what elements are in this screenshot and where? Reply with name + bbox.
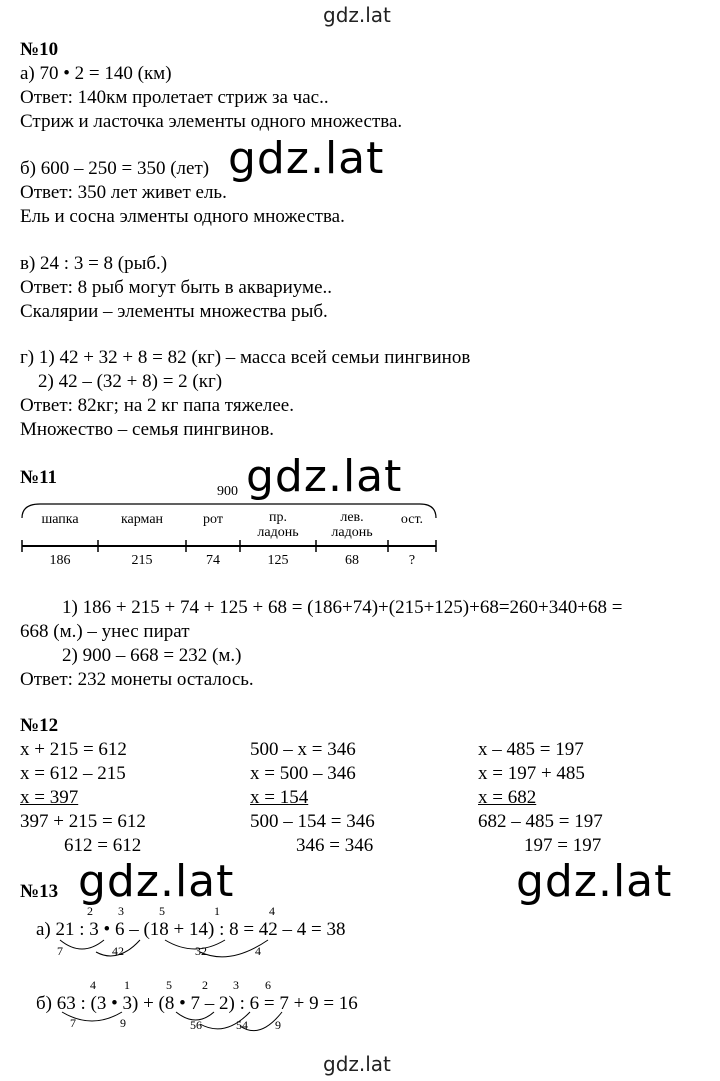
task-10-line: Ответ: 8 рыб могут быть в аквариуме.. bbox=[20, 277, 333, 298]
intermediate-result: 42 bbox=[112, 944, 124, 958]
equation-line: x + 215 = 612 bbox=[20, 739, 127, 760]
task-10-line: а) 70 • 2 = 140 (км) bbox=[20, 63, 172, 84]
order-number: 4 bbox=[269, 904, 275, 918]
task-10-line: в) 24 : 3 = 8 (рыб.) bbox=[20, 253, 168, 274]
order-number: 2 bbox=[87, 904, 93, 918]
order-number: 6 bbox=[265, 978, 271, 992]
order-number: 1 bbox=[124, 978, 130, 992]
intermediate-result: 7 bbox=[70, 1016, 76, 1030]
order-number: 1 bbox=[214, 904, 220, 918]
equation-line: x – 485 = 197 bbox=[478, 739, 584, 760]
task-10-line: Множество – семья пингвинов. bbox=[20, 419, 275, 440]
intermediate-result: 9 bbox=[120, 1016, 126, 1030]
segment-label: шапка bbox=[41, 512, 79, 527]
segment-value: 125 bbox=[267, 553, 289, 568]
watermark-top: gdz.lat bbox=[323, 3, 391, 27]
watermark-logo: gdz.lat bbox=[228, 133, 385, 184]
intermediate-result: 32 bbox=[195, 944, 207, 958]
equation-line: x = 197 + 485 bbox=[478, 763, 585, 784]
watermark-bottom: gdz.lat bbox=[323, 1052, 391, 1076]
equation-check: 197 = 197 bbox=[524, 835, 602, 856]
task-12-title: №12 bbox=[20, 715, 59, 736]
task-11-line: 2) 900 – 668 = 232 (м.) bbox=[62, 645, 242, 666]
expression-a: а) 21 : 3 • 6 – (18 + 14) : 8 = 42 – 4 = 38 bbox=[36, 919, 346, 940]
task-11-line: 1) 186 + 215 + 74 + 125 + 68 = (186+74)+(215+125)+68=260+340+68 = bbox=[62, 597, 623, 618]
equation-check: 346 = 346 bbox=[296, 835, 374, 856]
task-10-line: г) 1) 42 + 32 + 8 = 82 (кг) – масса всей семьи пингвинов bbox=[20, 347, 471, 368]
order-number: 3 bbox=[233, 978, 239, 992]
task-13-title: №13 bbox=[20, 881, 59, 902]
task-10-line: 2) 42 – (32 + 8) = 2 (кг) bbox=[38, 371, 223, 392]
equation-answer: x = 397 bbox=[20, 787, 79, 808]
equation-answer: x = 682 bbox=[478, 787, 537, 808]
task-11-line: Ответ: 232 монеты осталось. bbox=[20, 669, 254, 690]
intermediate-result: 9 bbox=[275, 1018, 281, 1032]
segment-label: ост. bbox=[400, 512, 424, 527]
task-10-title: №10 bbox=[20, 39, 59, 60]
segment-value: 74 bbox=[206, 553, 220, 568]
order-number: 5 bbox=[166, 978, 172, 992]
segment-value: 186 bbox=[49, 553, 71, 568]
diagram-total: 900 bbox=[217, 484, 238, 499]
order-number: 2 bbox=[202, 978, 208, 992]
equation-check: 612 = 612 bbox=[64, 835, 142, 856]
order-number: 4 bbox=[90, 978, 96, 992]
watermark-logo: gdz.lat bbox=[78, 856, 235, 907]
equation-answer: x = 154 bbox=[250, 787, 309, 808]
task-11-line: 668 (м.) – унес пират bbox=[20, 621, 190, 642]
task-10-line: Скалярии – элементы множества рыб. bbox=[20, 301, 328, 322]
equation-check: 397 + 215 = 612 bbox=[20, 811, 146, 832]
equation-line: x = 612 – 215 bbox=[20, 763, 126, 784]
segment-label: лев. ладонь bbox=[331, 510, 373, 540]
task-10-line: Стриж и ласточка элементы одного множества. bbox=[20, 111, 403, 132]
segment-label: рот bbox=[203, 512, 223, 527]
task-10-line: б) 600 – 250 = 350 (лет) bbox=[20, 158, 210, 179]
watermark-logo: gdz.lat bbox=[516, 856, 673, 907]
segment-value: 68 bbox=[345, 553, 359, 568]
equation-check: 682 – 485 = 197 bbox=[478, 811, 603, 832]
task-10-line: Ответ: 82кг; на 2 кг папа тяжелее. bbox=[20, 395, 294, 416]
equation-line: x = 500 – 346 bbox=[250, 763, 356, 784]
segment-label: карман bbox=[120, 512, 164, 527]
intermediate-result: 54 bbox=[236, 1018, 248, 1032]
watermark-logo: gdz.lat bbox=[246, 451, 403, 502]
task-11-title: №11 bbox=[20, 467, 58, 488]
order-number: 5 bbox=[159, 904, 165, 918]
task-10-line: Ель и сосна элменты одного множества. bbox=[20, 206, 345, 227]
order-number: 3 bbox=[118, 904, 124, 918]
equation-check: 500 – 154 = 346 bbox=[250, 811, 375, 832]
equation-line: 500 – x = 346 bbox=[250, 739, 356, 760]
segment-value: ? bbox=[408, 553, 416, 568]
segment-label: пр. ладонь bbox=[257, 510, 299, 540]
task-10-line: Ответ: 140км пролетает стриж за час.. bbox=[20, 87, 329, 108]
expression-b: б) 63 : (3 • 3) + (8 • 7 – 2) : 6 = 7 + 9 = 16 bbox=[36, 993, 358, 1014]
intermediate-result: 56 bbox=[190, 1018, 202, 1032]
segment-value: 215 bbox=[131, 553, 153, 568]
intermediate-result: 7 bbox=[57, 944, 63, 958]
task-10-line: Ответ: 350 лет живет ель. bbox=[20, 182, 227, 203]
intermediate-result: 4 bbox=[255, 944, 261, 958]
